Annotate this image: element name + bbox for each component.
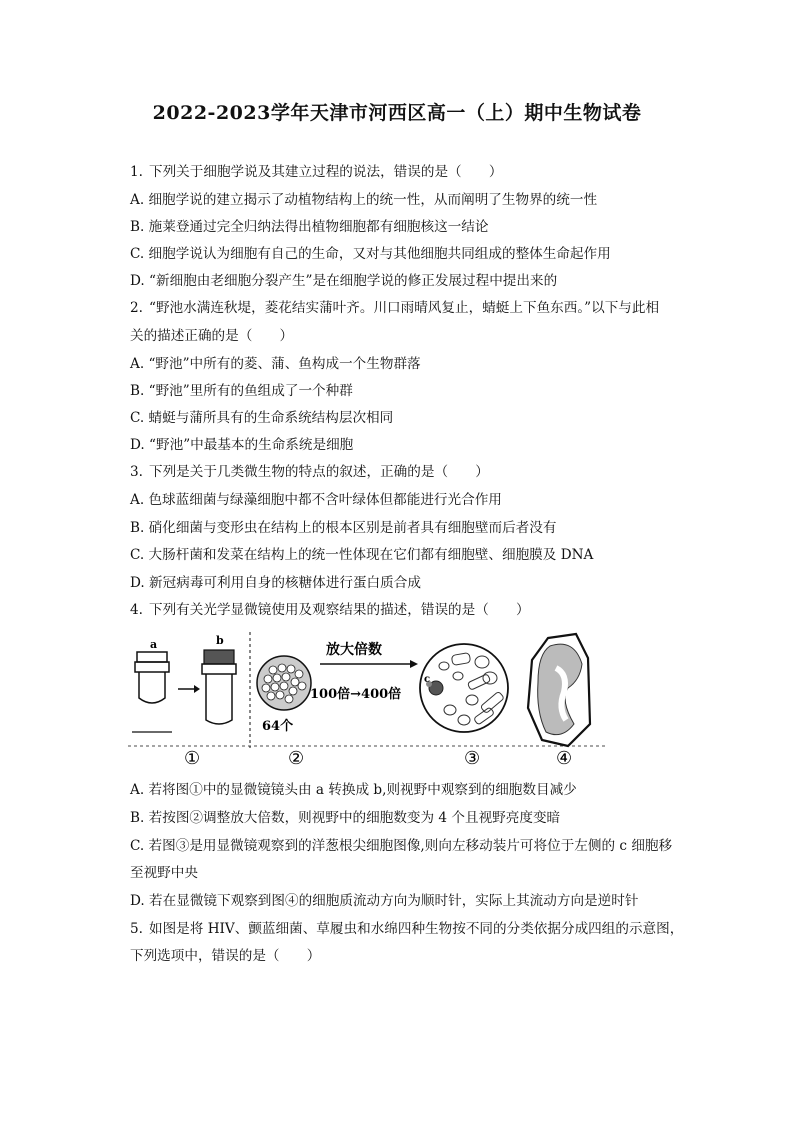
page-title: 2022-2023学年天津市河西区高一（上）期中生物试卷 bbox=[152, 102, 642, 124]
panel-label-2: ② bbox=[288, 748, 305, 768]
question-3-option-c: C. 大肠杆菌和发菜在结构上的统一性体现在它们都有细胞壁、细胞膜及 DNA bbox=[130, 547, 594, 563]
panel-label-4: ④ bbox=[556, 748, 573, 768]
question-number: 5. bbox=[130, 921, 143, 937]
microscope-figure bbox=[128, 628, 618, 768]
panel-2-field bbox=[257, 641, 418, 768]
question-3-stem bbox=[130, 462, 489, 482]
label-b: b bbox=[216, 634, 224, 647]
magnify-range: 100倍→400倍 bbox=[310, 687, 402, 702]
question-5-stem bbox=[130, 919, 683, 939]
label-a: a bbox=[150, 638, 158, 651]
panel-label-1: ① bbox=[184, 748, 201, 768]
question-2-option-a: A. “野池”中所有的菱、蒲、鱼构成一个生物群落 bbox=[130, 356, 421, 372]
question-number: 3. bbox=[130, 464, 143, 480]
question-1-stem bbox=[130, 162, 502, 182]
question-3-option-a: A. 色球蓝细菌与绿藻细胞中都不含叶绿体但都能进行光合作用 bbox=[130, 492, 502, 508]
question-1-option-c: C. 细胞学说认为细胞有自己的生命，又对与其他细胞共同组成的整体生命起作用 bbox=[130, 246, 611, 262]
question-2-stem-cont: 关的描述正确的是（ ） bbox=[130, 328, 294, 344]
question-number: 1. bbox=[130, 164, 143, 180]
question-4-stem bbox=[130, 600, 530, 620]
panel-label-3: ③ bbox=[464, 748, 481, 768]
question-1-option-b: B. 施莱登通过完全归纳法得出植物细胞都有细胞核这一结论 bbox=[130, 219, 489, 235]
question-number: 4. bbox=[130, 602, 143, 618]
question-2-option-b: B. “野池”里所有的鱼组成了一个种群 bbox=[130, 383, 353, 399]
question-text: 下列有关光学显微镜使用及观察结果的描述，错误的是（ ） bbox=[149, 602, 530, 618]
question-text: 下列是关于几类微生物的特点的叙述，正确的是（ ） bbox=[149, 464, 489, 480]
question-4-option-d: D. 若在显微镜下观察到图④的细胞质流动方向为顺时针，实际上其流动方向是逆时针 bbox=[130, 893, 639, 909]
question-3-option-d: D. 新冠病毒可利用自身的核糖体进行蛋白质合成 bbox=[130, 575, 421, 591]
magnify-label: 放大倍数 bbox=[326, 642, 382, 658]
panel-3-field bbox=[420, 644, 508, 768]
question-4-option-a: A. 若将图①中的显微镜镜头由 a 转换成 b,则视野中观察到的细胞数目减少 bbox=[130, 782, 577, 798]
question-1-option-a: A. 细胞学说的建立揭示了动植物结构上的统一性，从而阐明了生物界的统一性 bbox=[130, 192, 598, 208]
question-4-option-c: C. 若图③是用显微镜观察到的洋葱根尖细胞图像,则向左移动装片可将位于左侧的 c 细胞移 bbox=[130, 838, 673, 854]
question-1-option-d: D. “新细胞由老细胞分裂产生”是在细胞学说的修正发展过程中提出来的 bbox=[130, 273, 558, 289]
question-2-stem bbox=[130, 298, 659, 318]
question-4-option-c-cont: 至视野中央 bbox=[130, 865, 198, 881]
question-number: 2. bbox=[130, 300, 143, 316]
question-text: 如图是将 HIV、颤蓝细菌、草履虫和水绵四种生物按不同的分类依据分成四组的示意图， bbox=[149, 921, 684, 937]
cell-count: 64个 bbox=[262, 719, 294, 734]
question-3-option-b: B. 硝化细菌与变形虫在结构上的根本区别是前者具有细胞壁而后者没有 bbox=[130, 520, 557, 536]
question-2-option-d: D. “野池”中最基本的生命系统是细胞 bbox=[130, 437, 354, 453]
question-4-option-b: B. 若按图②调整放大倍数，则视野中的细胞数变为 4 个且视野亮度变暗 bbox=[130, 810, 561, 826]
question-2-option-c: C. 蜻蜓与蒲所具有的生命系统结构层次相同 bbox=[130, 410, 394, 426]
panel-1-objectives bbox=[132, 634, 236, 768]
question-5-stem-cont: 下列选项中，错误的是（ ） bbox=[130, 948, 321, 964]
cell-c-label: c bbox=[424, 674, 431, 685]
panel-4-cell bbox=[528, 634, 590, 768]
question-text: 下列关于细胞学说及其建立过程的说法，错误的是（ ） bbox=[149, 164, 503, 180]
question-text: “野池水满连秋堤，菱花结实蒲叶齐。川口雨晴风复止，蜻蜓上下鱼东西。”以下与此相 bbox=[149, 300, 660, 316]
